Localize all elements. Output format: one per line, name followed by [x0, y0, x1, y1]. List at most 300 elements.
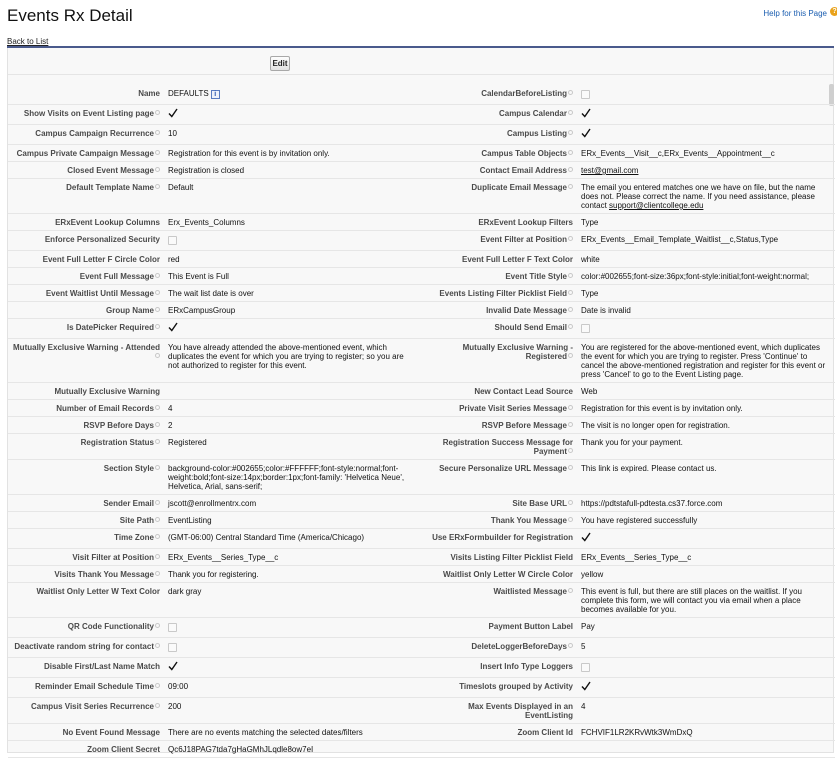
- field-value-text: There are no events matching the selected dates/filters: [168, 728, 363, 737]
- help-info-icon[interactable]: [155, 324, 160, 329]
- field-label-cell: [420, 214, 577, 231]
- field-value-calendarbeforelisting: [577, 85, 835, 105]
- field-value-erxevent-lookup-columns: [164, 214, 420, 231]
- field-value-closed-event-message: [164, 162, 420, 179]
- field-label: Event Waitlist Until Message: [45, 289, 154, 298]
- field-label: Name: [138, 89, 160, 98]
- field-label-cell: [8, 383, 164, 400]
- field-value-text: Registration for this event is by invitation only.: [168, 149, 330, 158]
- field-value-text: Registration is closed: [168, 166, 245, 175]
- table-row: [8, 162, 835, 179]
- field-value-waitlist-only-letter-w-circle-color: [577, 566, 835, 583]
- field-value-text: 5: [581, 642, 586, 651]
- field-label-cell: [420, 400, 577, 417]
- help-info-icon[interactable]: [155, 353, 160, 358]
- field-value-insert-info-type-loggers: [577, 658, 835, 678]
- help-info-icon[interactable]: [155, 150, 160, 155]
- field-label-cell: [8, 319, 164, 339]
- help-link[interactable]: Help for this Page: [763, 9, 827, 18]
- table-row: [8, 566, 835, 583]
- detail-panel: [7, 48, 834, 753]
- field-value-number-of-email-records: [164, 400, 420, 417]
- field-value-text: Web: [581, 387, 598, 396]
- help-info-icon[interactable]: [155, 554, 160, 559]
- help-info-icon[interactable]: [568, 643, 573, 648]
- field-value-events-listing-filter-picklist-field: [577, 285, 835, 302]
- field-value-rsvp-before-message: [577, 417, 835, 434]
- field-value-text: ERx_Events__Visit__c,ERx_Events__Appointment__c: [581, 149, 775, 158]
- help-info-icon[interactable]: [568, 500, 573, 505]
- field-label-cell: [420, 302, 577, 319]
- field-value-text: Thank you for your payment.: [581, 438, 683, 447]
- back-to-list-link[interactable]: Back to List: [7, 37, 49, 46]
- field-value-should-send-email: [577, 319, 835, 339]
- field-value-waitlist-only-letter-w-text-color: [164, 583, 420, 618]
- field-value-section-style: [164, 460, 420, 495]
- checked-icon: [581, 681, 591, 691]
- help-info-icon[interactable]: [155, 184, 160, 189]
- button-bar: [8, 48, 833, 75]
- field-label-cell: [8, 285, 164, 302]
- help-info-icon[interactable]: [155, 422, 160, 427]
- field-value-default-template-name: [164, 179, 420, 214]
- field-value-site-base-url: [577, 495, 835, 512]
- field-value-invalid-date-message: [577, 302, 835, 319]
- field-value-site-path: [164, 512, 420, 529]
- field-value-text: You have already attended the above-mentioned event, which duplicates the event for which you are trying to register; so you are not authorized to register for this event.: [168, 343, 404, 370]
- field-label: Disable First/Last Name Match: [43, 662, 160, 671]
- field-label: Zoom Client Secret: [87, 745, 160, 754]
- table-row: [8, 512, 835, 529]
- checked-icon: [168, 322, 178, 332]
- field-label: Registration Success Message for Payment: [442, 438, 573, 456]
- field-value-visits-listing-filter-picklist-field: [577, 549, 835, 566]
- table-row: [8, 434, 835, 460]
- field-value-text: (GMT-06:00) Central Standard Time (America/Chicago): [168, 533, 365, 542]
- unchecked-checkbox-icon: [581, 90, 590, 99]
- field-value-contact-email-address: [577, 162, 835, 179]
- field-value-mutually-exclusive-warning: [164, 383, 420, 400]
- table-row: [8, 549, 835, 566]
- field-value-text: DEFAULTS: [168, 89, 209, 98]
- table-row: [8, 460, 835, 495]
- field-label-cell: [420, 162, 577, 179]
- field-value-use-erxformbuilder-for-registration: [577, 529, 835, 549]
- field-label-cell: [8, 302, 164, 319]
- field-value-waitlisted-message: [577, 583, 835, 618]
- field-label-cell: [420, 724, 577, 741]
- table-row: [8, 678, 835, 698]
- table-row: [8, 658, 835, 678]
- table-row: [8, 698, 835, 724]
- help-info-icon[interactable]: [568, 307, 573, 312]
- field-label-cell: [420, 383, 577, 400]
- field-value-private-visit-series-message: [577, 400, 835, 417]
- field-value-text: Type: [581, 218, 599, 227]
- edit-button[interactable]: Edit: [270, 56, 290, 71]
- field-value-campus-visit-series-recurrence: [164, 698, 420, 724]
- help-info-icon[interactable]: [155, 439, 160, 444]
- field-value-event-title-style: [577, 268, 835, 285]
- help-info-icon[interactable]: [155, 500, 160, 505]
- field-label: New Contact Lead Source: [474, 387, 573, 396]
- field-value-zoom-client-secret: [164, 741, 420, 758]
- table-row: [8, 495, 835, 512]
- field-value-text: Erx_Events_Columns: [168, 218, 245, 227]
- field-label-cell: [420, 179, 577, 214]
- help-info-icon[interactable]: [568, 167, 573, 172]
- field-label: Campus Visit Series Recurrence: [30, 702, 154, 711]
- field-label: Visit Filter at Position: [72, 553, 154, 562]
- help-info-icon[interactable]: [568, 422, 573, 427]
- table-row: [8, 583, 835, 618]
- help-info-icon[interactable]: [568, 588, 573, 593]
- field-label-cell: [8, 658, 164, 678]
- field-value-campus-calendar: [577, 105, 835, 125]
- unchecked-checkbox-icon: [581, 663, 590, 672]
- table-row: [8, 105, 835, 125]
- field-label: Reminder Email Schedule Time: [34, 682, 154, 691]
- table-row: [8, 85, 835, 105]
- field-label-cell: [8, 417, 164, 434]
- field-value-enforce-personalized-security: [164, 231, 420, 251]
- field-value-timeslots-grouped-by-activity: [577, 678, 835, 698]
- field-label: Section Style: [103, 464, 154, 473]
- field-label: Duplicate Email Message: [471, 183, 567, 192]
- field-label: RSVP Before Message: [481, 421, 567, 430]
- field-value-text: Registration for this event is by invitation only.: [581, 404, 743, 413]
- field-label: Events Listing Filter Picklist Field: [439, 289, 567, 298]
- field-value-text: This event is full, but there are still places on the waitlist. If you complete this form, we will contact you via email when a place becomes available for you.: [581, 587, 802, 614]
- field-label: Show Visits on Event Listing page: [23, 109, 154, 118]
- field-label-cell: [420, 638, 577, 658]
- field-label: Invalid Date Message: [486, 306, 567, 315]
- field-value-campus-listing: [577, 125, 835, 145]
- checked-icon: [581, 128, 591, 138]
- checked-icon: [581, 108, 591, 118]
- field-label-cell: [8, 162, 164, 179]
- help-info-icon[interactable]: [155, 290, 160, 295]
- field-value-visit-filter-at-position: [164, 549, 420, 566]
- help-info-icon[interactable]: [568, 290, 573, 295]
- field-value-text: Default: [168, 183, 194, 192]
- field-label: Number of Email Records: [56, 404, 154, 413]
- field-label-cell: [420, 698, 577, 724]
- checked-icon: [581, 532, 591, 542]
- help-info-icon[interactable]: [568, 236, 573, 241]
- field-value-registration-status: [164, 434, 420, 460]
- page-title: Events Rx Detail: [7, 6, 133, 25]
- field-label-cell: [420, 285, 577, 302]
- field-value-event-full-letter-f-circle-color: [164, 251, 420, 268]
- field-value-text: The wait list date is over: [168, 289, 254, 298]
- field-value-text: The visit is no longer open for registration.: [581, 421, 730, 430]
- field-label-cell: [8, 145, 164, 162]
- field-label-cell: [420, 678, 577, 698]
- field-label: Closed Event Message: [67, 166, 154, 175]
- field-label-cell: [8, 400, 164, 417]
- field-value-text: 09:00: [168, 682, 189, 691]
- field-value-is-datepicker-required: [164, 319, 420, 339]
- help-info-icon[interactable]: [568, 184, 573, 189]
- field-label: Mutually Exclusive Warning - Registered: [462, 343, 573, 361]
- field-label: Event Full Letter F Text Color: [462, 255, 573, 264]
- email-link[interactable]: test@gmail.com: [581, 166, 639, 175]
- field-label-cell: [420, 251, 577, 268]
- table-row: [8, 383, 835, 400]
- help-info-icon[interactable]: [155, 643, 160, 648]
- help-info-icon[interactable]: [568, 130, 573, 135]
- help-info-icon[interactable]: [155, 167, 160, 172]
- field-label-cell: [420, 495, 577, 512]
- field-value-text: ERx_Events__Series_Type__c: [581, 553, 692, 562]
- field-label-cell: [420, 549, 577, 566]
- field-value-name: [164, 85, 420, 105]
- field-label: Sender Email: [103, 499, 154, 508]
- field-value-payment-button-label: [577, 618, 835, 638]
- field-value-text: This Event is Full: [168, 272, 229, 281]
- help-info-icon[interactable]: [155, 405, 160, 410]
- field-value-text: Thank you for registering.: [168, 570, 259, 579]
- field-label-cell: [8, 678, 164, 698]
- field-label-cell: [8, 214, 164, 231]
- help-info-icon[interactable]: [568, 273, 573, 278]
- table-row: [8, 125, 835, 145]
- field-label: Waitlist Only Letter W Circle Color: [443, 570, 573, 579]
- help-info-icon[interactable]: [155, 517, 160, 522]
- field-label: Use ERxFormbuilder for Registration: [432, 533, 573, 542]
- field-value-new-contact-lead-source: [577, 383, 835, 400]
- field-value-duplicate-email-message: [577, 179, 835, 214]
- field-value-text: dark gray: [168, 587, 202, 596]
- help-info-icon[interactable]: [155, 703, 160, 708]
- help-info-icon[interactable]: [568, 110, 573, 115]
- help-info-icon[interactable]: [155, 273, 160, 278]
- field-label-cell: [420, 434, 577, 460]
- support-email-link[interactable]: support@clientcollege.edu: [609, 201, 704, 210]
- field-value-text: You have registered successfully: [581, 516, 698, 525]
- field-value-max-events-displayed-in-an-eventlisting: [577, 698, 835, 724]
- help-info-icon[interactable]: [568, 324, 573, 329]
- field-value-zoom-client-id: [577, 724, 835, 741]
- field-value-text: Qc6J18PAG7tda7gHaGMhJLqdle8ow7eI: [168, 745, 314, 754]
- table-row: [8, 339, 835, 383]
- field-label: Zoom Client Id: [517, 728, 573, 737]
- field-value-text: ERxCampusGroup: [168, 306, 236, 315]
- field-label: DeleteLoggerBeforeDays: [471, 642, 567, 651]
- field-label-cell: [8, 105, 164, 125]
- field-label-cell: [8, 460, 164, 495]
- help-info-icon[interactable]: [155, 623, 160, 628]
- field-value-text: color:#002655;font-size:36px;font-style:initial;font-weight:normal;: [581, 272, 810, 281]
- field-label: Private Visit Series Message: [459, 404, 567, 413]
- field-value-text: red: [168, 255, 180, 264]
- field-value-text: 4: [581, 702, 586, 711]
- field-label-cell: [420, 145, 577, 162]
- field-value-mutually-exclusive-warning-registered: [577, 339, 835, 383]
- field-label: Should Send Email: [494, 323, 567, 332]
- table-row: [8, 319, 835, 339]
- field-value-campus-table-objects: [577, 145, 835, 162]
- field-label-cell: [420, 319, 577, 339]
- help-icon[interactable]: ?: [830, 7, 837, 16]
- field-label-cell: [420, 105, 577, 125]
- field-label: Default Template Name: [66, 183, 154, 192]
- field-value-time-zone: [164, 529, 420, 549]
- field-label-cell: [420, 618, 577, 638]
- field-value-campus-campaign-recurrence: [164, 125, 420, 145]
- field-value-disable-first-last-name-match: [164, 658, 420, 678]
- field-value-mutually-exclusive-warning-attended: [164, 339, 420, 383]
- field-label-cell: [420, 583, 577, 618]
- field-label-cell: [420, 658, 577, 678]
- help-info-icon[interactable]: [568, 465, 573, 470]
- field-label: CalendarBeforeListing: [481, 89, 567, 98]
- help-info-icon[interactable]: [155, 307, 160, 312]
- field-label: Site Path: [119, 516, 154, 525]
- help-info-icon[interactable]: [155, 571, 160, 576]
- field-label: Deactivate random string for contact: [14, 642, 154, 651]
- field-label: Payment Button Label: [488, 622, 573, 631]
- field-label: RSVP Before Days: [83, 421, 154, 430]
- field-value-event-waitlist-until-message: [164, 285, 420, 302]
- field-label: Campus Private Campaign Message: [16, 149, 154, 158]
- field-value-text: EventListing: [168, 516, 212, 525]
- field-label: Is DatePicker Required: [66, 323, 154, 332]
- field-label: Event Title Style: [505, 272, 567, 281]
- field-label: Campus Calendar: [498, 109, 567, 118]
- table-row: [8, 179, 835, 214]
- unchecked-checkbox-icon: [168, 623, 177, 632]
- field-label-cell: [8, 179, 164, 214]
- field-value-deactivate-random-string-for-contact: [164, 638, 420, 658]
- field-label-cell: [8, 231, 164, 251]
- table-row: [8, 618, 835, 638]
- help-info-icon[interactable]: [568, 448, 573, 453]
- help-info-icon[interactable]: [155, 465, 160, 470]
- field-label-cell: [8, 339, 164, 383]
- field-value-campus-private-campaign-message: [164, 145, 420, 162]
- field-label-cell: [420, 460, 577, 495]
- field-label: QR Code Functionality: [67, 622, 154, 631]
- field-label-cell: [8, 618, 164, 638]
- unchecked-checkbox-icon: [168, 236, 177, 245]
- field-value-text: This link is expired. Please contact us.: [581, 464, 717, 473]
- help-info-icon[interactable]: [155, 110, 160, 115]
- field-value-group-name: [164, 302, 420, 319]
- field-label: Thank You Message: [490, 516, 567, 525]
- field-value-text: 2: [168, 421, 173, 430]
- field-label: Time Zone: [114, 533, 154, 542]
- field-label-cell: [8, 268, 164, 285]
- field-label-cell: [420, 566, 577, 583]
- field-label-cell: [420, 85, 577, 105]
- field-value-text: jscott@enrollmentrx.com: [168, 499, 257, 508]
- field-value-text: Pay: [581, 622, 595, 631]
- field-label: Event Full Letter F Circle Color: [42, 255, 160, 264]
- field-label: Contact Email Address: [479, 166, 567, 175]
- field-value-event-filter-at-position: [577, 231, 835, 251]
- field-label-cell: [8, 638, 164, 658]
- field-label: Campus Listing: [506, 129, 567, 138]
- field-label: Max Events Displayed in an EventListing: [468, 702, 573, 720]
- field-label-cell: [420, 512, 577, 529]
- field-value-text: You are registered for the above-mentioned event, which duplicates the event for which you are trying to register. Press 'Continue' to cancel the above-mentioned registration and register for this event or press 'Cancel' to go to the Event Listing page.: [581, 343, 826, 379]
- unchecked-checkbox-icon: [581, 324, 590, 333]
- field-label: Timeslots grouped by Activity: [459, 682, 573, 691]
- help-info-icon[interactable]: [568, 517, 573, 522]
- field-value-text: The email you entered matches one we have on file, but the name does not. Please correct the name. If you need assistance, please contact: [581, 183, 816, 210]
- help-info-icon[interactable]: [155, 683, 160, 688]
- unchecked-checkbox-icon: [168, 643, 177, 652]
- table-row: [8, 724, 835, 741]
- field-value-reminder-email-schedule-time: [164, 678, 420, 698]
- field-label-cell: [420, 417, 577, 434]
- field-label: Mutually Exclusive Warning - Attended: [13, 343, 160, 352]
- field-label: Campus Campaign Recurrence: [35, 129, 154, 138]
- field-label-cell: [8, 583, 164, 618]
- field-value-event-full-message: [164, 268, 420, 285]
- field-value-text: 10: [168, 129, 177, 138]
- field-label: Event Full Message: [79, 272, 154, 281]
- table-row: [8, 417, 835, 434]
- table-row: [8, 638, 835, 658]
- help-info-icon[interactable]: [568, 405, 573, 410]
- help-info-icon[interactable]: [155, 130, 160, 135]
- field-value-no-event-found-message: [164, 724, 420, 741]
- field-label-cell: [420, 529, 577, 549]
- help-info-icon[interactable]: [568, 90, 573, 95]
- field-value-text: white: [581, 255, 600, 264]
- field-label-cell: [420, 125, 577, 145]
- table-row: [8, 529, 835, 549]
- info-icon[interactable]: i: [211, 90, 220, 99]
- field-label-cell: [8, 85, 164, 105]
- help-info-icon[interactable]: [568, 150, 573, 155]
- table-row: [8, 302, 835, 319]
- field-label: ERxEvent Lookup Columns: [55, 218, 160, 227]
- field-label: Mutually Exclusive Warning: [54, 387, 160, 396]
- field-label-cell: [8, 698, 164, 724]
- detail-table: [8, 85, 835, 758]
- field-value-thank-you-message: [577, 512, 835, 529]
- field-label: No Event Found Message: [62, 728, 160, 737]
- field-value-text: FCHVIF1LR2KRvWtk3WmDxQ: [581, 728, 693, 737]
- field-label: Event Filter at Position: [480, 235, 567, 244]
- field-value-event-full-letter-f-text-color: [577, 251, 835, 268]
- table-row: [8, 400, 835, 417]
- field-label: Registration Status: [80, 438, 154, 447]
- field-value-text: 200: [168, 702, 182, 711]
- help-info-icon[interactable]: [155, 534, 160, 539]
- field-label-cell: [8, 549, 164, 566]
- field-value-text: ERx_Events__Email_Template_Waitlist__c,Status,Type: [581, 235, 779, 244]
- table-row: [8, 268, 835, 285]
- field-label-cell: [8, 724, 164, 741]
- table-row: [8, 231, 835, 251]
- field-value-rsvp-before-days: [164, 417, 420, 434]
- field-label: ERxEvent Lookup Filters: [478, 218, 573, 227]
- table-row: [8, 285, 835, 302]
- field-value-secure-personalize-url-message: [577, 460, 835, 495]
- field-label-cell: [8, 529, 164, 549]
- table-row: [8, 145, 835, 162]
- field-value-qr-code-functionality: [164, 618, 420, 638]
- field-label: Visits Listing Filter Picklist Field: [450, 553, 573, 562]
- help-info-icon[interactable]: [568, 353, 573, 358]
- field-label-cell: [420, 268, 577, 285]
- field-value-text: 4: [168, 404, 173, 413]
